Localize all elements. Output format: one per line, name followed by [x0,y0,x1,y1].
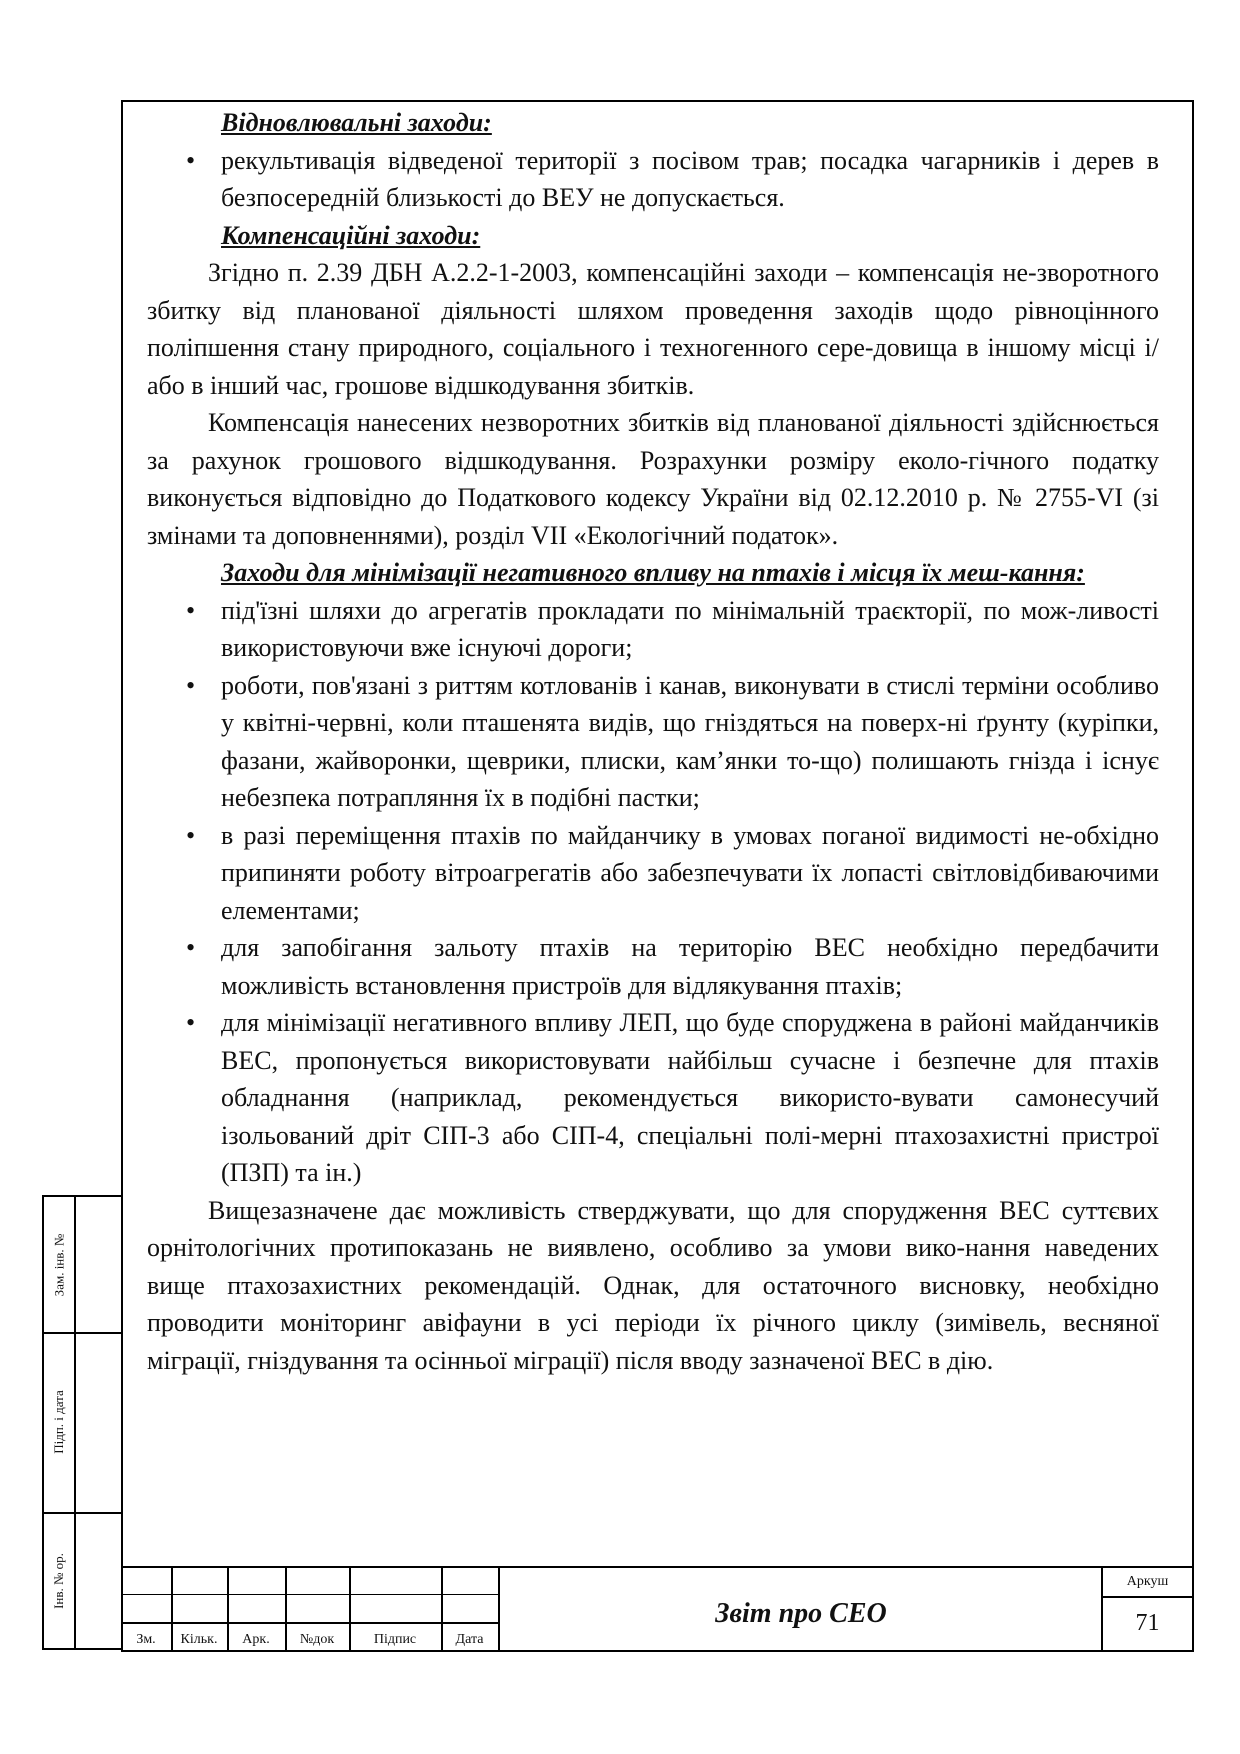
list-item: • для запобігання зальоту птахів на територію ВЕС необхідно передбачити можливість встановлення пристроїв для відлякування птахів; [147,929,1159,1004]
birds-measures-list [147,592,1159,1192]
document-title: Звіт про СЕО [715,1598,887,1629]
sheet-label: Аркуш [1126,1574,1169,1589]
heading-restoration: Відновлювальні заходи: [221,108,492,137]
side-label-signature-date: Підп. і дата [51,1390,66,1454]
restoration-list [147,142,1159,217]
document-body [147,104,1159,1379]
list-item: • для мінімізації негативного впливу ЛЕП, що буде споруджена в районі майданчиків ВЕС, пропонується використовувати найбільш сучасне і безпечне для птахів обладнання (наприклад, рекомендується використо-вувати самонесучий ізольований дріт СІП-3 або СІП-4, спеціальні полі-мерні птахозахистні пристрої (ПЗП) та ін.) [147,1004,1159,1192]
col-label-doc-number: №док [299,1632,335,1647]
col-label-sheet: Арк. [242,1632,270,1647]
sheet-number: 71 [1135,1610,1160,1636]
list-item: • в разі переміщення птахів по майданчику в умовах поганої видимості не-обхідно припиняти роботу вітроагрегатів або забезпечувати їх лопасті світловідбиваючими елементами; [147,817,1159,930]
col-label-date: Дата [455,1632,484,1647]
col-label-signature: Підпис [373,1632,417,1647]
heading-compensation: Компенсаційні заходи: [221,220,481,250]
list-item: • роботи, пов'язані з риттям котлованів і канав, виконувати в стислі терміни особливо у квітні-червні, коли пташенята видів, що гніздяться на поверх-ні ґрунту (куріпки, фазани, жайворонки, щеврики, плиски, кам’янки то-що) полишають гнізда і існує небезпека потрапляння їх в подібні пастки; [147,667,1159,817]
list-item: • рекультивація відведеної території з посівом трав; посадка чагарників і дерев в безпосередній близькості до ВЕУ не допускається. [147,142,1159,217]
heading-birds-measures: Заходи для мінімізації негативного впливу на птахів і місця їх меш-кання: [221,558,1085,587]
paragraph-conclusion: Вищезазначене дає можливість стверджувати, що для спорудження ВЕС суттєвих орнітологічних протипоказань не виявлено, особливо за умови вико-нання наведених вище птахозахистних рекомендацій. Однак, для остаточного висновку, необхідно проводити моніторинг авіфауни в усі періоди їх річного циклу (зимівель, весняної міграції, гніздування та осінньої міграції) після вводу зазначеної ВЕС в дію. [147,1195,1159,1375]
paragraph-compensation-2: Компенсація нанесених незворотних збитків від планованої діяльності здійснюється за рахунок грошового відшкодування. Розрахунки розміру еколо-гічного податку виконується відповідно до Податкового кодексу України від 02.12.2010 р. № 2755-VI (зі змінами та доповненнями), розділ VII «Екологічний податок». [147,408,1159,550]
side-label-original-inv: Інв. № ор. [51,1553,67,1609]
side-label-replacement-inv: Зам. інв. № [51,1233,66,1296]
title-block [121,1566,1194,1652]
paragraph-compensation-1: Згідно п. 2.39 ДБН А.2.2-1-2003, компенсаційні заходи – компенсація не-зворотного збитку від планованої діяльності шляхом проведення заходів щодо рівноцінного поліпшення стану природного, соціального і техногенного сере-довища в іншому місці і/або в інший час, грошове відшкодування збитків. [147,258,1159,400]
list-item: • під'їзні шляхи до агрегатів прокладати по мінімальній траєкторії, по мож-ливості використовуючи вже існуючі дороги; [147,592,1159,667]
side-stamp [42,1195,121,1650]
col-label-change: Зм. [136,1632,156,1647]
col-label-quantity: Кільк. [180,1632,218,1647]
